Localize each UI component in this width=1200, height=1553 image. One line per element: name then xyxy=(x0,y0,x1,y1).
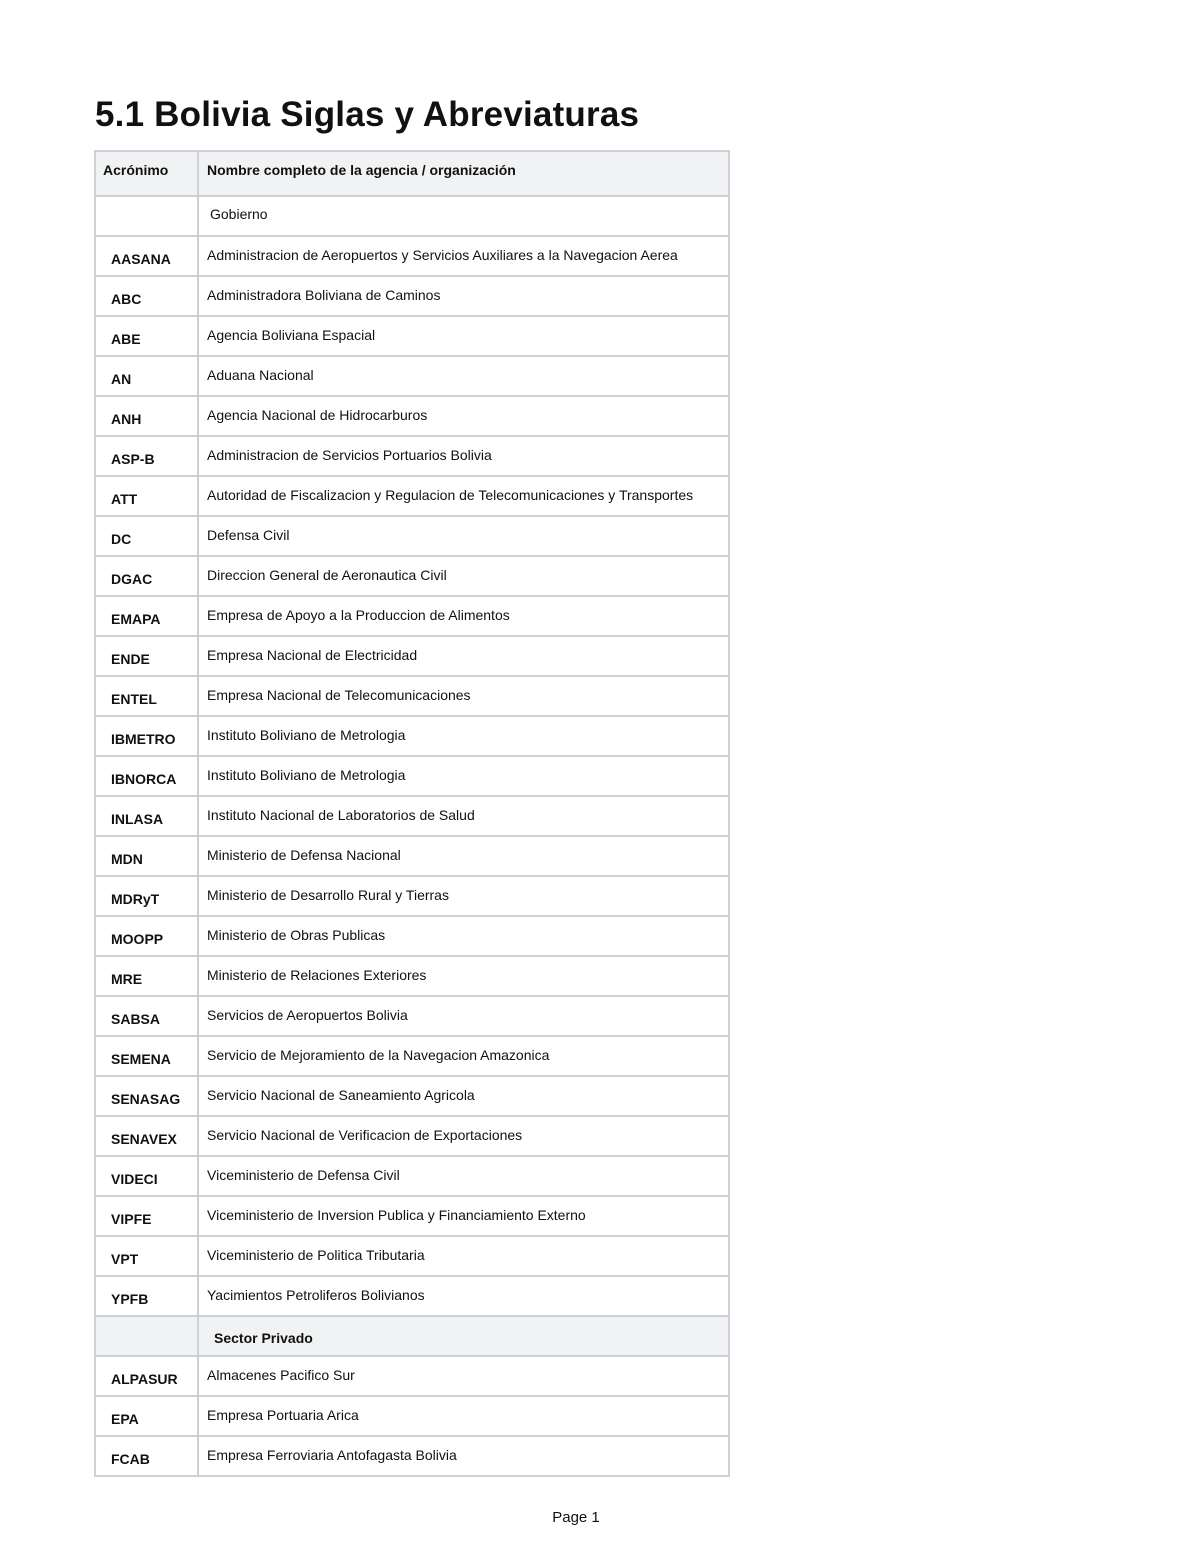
table-row xyxy=(95,1276,729,1316)
table-row xyxy=(95,876,729,916)
acronym-cell: MOOPP xyxy=(95,916,198,956)
full-name-cell: Ministerio de Defensa Nacional xyxy=(198,836,729,876)
table-row xyxy=(95,396,729,436)
full-name-cell: Administracion de Aeropuertos y Servicios Auxiliares a la Navegacion Aerea xyxy=(198,236,729,276)
table-body xyxy=(95,196,729,1476)
table-row xyxy=(95,1356,729,1396)
table-row xyxy=(95,236,729,276)
full-name-cell: Ministerio de Obras Publicas xyxy=(198,916,729,956)
section-row-government xyxy=(95,196,729,236)
table-row xyxy=(95,356,729,396)
acronym-cell: ABC xyxy=(95,276,198,316)
header-full-name: Nombre completo de la agencia / organización xyxy=(198,151,729,196)
table-row xyxy=(95,276,729,316)
acronym-cell: VIDECI xyxy=(95,1156,198,1196)
table-row xyxy=(95,1156,729,1196)
table-row xyxy=(95,796,729,836)
acronym-cell: DC xyxy=(95,516,198,556)
full-name-cell: Agencia Boliviana Espacial xyxy=(198,316,729,356)
full-name-cell: Aduana Nacional xyxy=(198,356,729,396)
full-name-cell: Ministerio de Desarrollo Rural y Tierras xyxy=(198,876,729,916)
acronym-cell: EPA xyxy=(95,1396,198,1436)
table-row xyxy=(95,836,729,876)
acronym-cell: ENDE xyxy=(95,636,198,676)
section-row-private xyxy=(95,1316,729,1356)
section-label-government: Gobierno xyxy=(198,196,729,236)
abbreviations-table xyxy=(94,150,730,1477)
table-row xyxy=(95,1236,729,1276)
table-row xyxy=(95,596,729,636)
acronym-cell: EMAPA xyxy=(95,596,198,636)
full-name-cell: Instituto Boliviano de Metrologia xyxy=(198,756,729,796)
full-name-cell: Empresa Nacional de Telecomunicaciones xyxy=(198,676,729,716)
table-row xyxy=(95,1196,729,1236)
table-row xyxy=(95,916,729,956)
acronym-cell: AN xyxy=(95,356,198,396)
acronym-cell: FCAB xyxy=(95,1436,198,1476)
acronym-cell: ALPASUR xyxy=(95,1356,198,1396)
table-row xyxy=(95,476,729,516)
table-row xyxy=(95,316,729,356)
acronym-cell: MDRyT xyxy=(95,876,198,916)
table-header-row xyxy=(95,151,729,196)
full-name-cell: Administradora Boliviana de Caminos xyxy=(198,276,729,316)
full-name-cell: Instituto Nacional de Laboratorios de Salud xyxy=(198,796,729,836)
table-row xyxy=(95,956,729,996)
table-row xyxy=(95,716,729,756)
header-acronym: Acrónimo xyxy=(95,151,198,196)
full-name-cell: Yacimientos Petroliferos Bolivianos xyxy=(198,1276,729,1316)
table-row xyxy=(95,756,729,796)
table-row xyxy=(95,436,729,476)
full-name-cell: Administracion de Servicios Portuarios Bolivia xyxy=(198,436,729,476)
acronym-cell: SENAVEX xyxy=(95,1116,198,1156)
full-name-cell: Viceministerio de Defensa Civil xyxy=(198,1156,729,1196)
acronym-cell: AASANA xyxy=(95,236,198,276)
full-name-cell: Servicios de Aeropuertos Bolivia xyxy=(198,996,729,1036)
full-name-cell: Servicio de Mejoramiento de la Navegacion Amazonica xyxy=(198,1036,729,1076)
acronym-cell: ENTEL xyxy=(95,676,198,716)
acronym-cell: DGAC xyxy=(95,556,198,596)
full-name-cell: Instituto Boliviano de Metrologia xyxy=(198,716,729,756)
acronym-cell: YPFB xyxy=(95,1276,198,1316)
full-name-cell: Ministerio de Relaciones Exteriores xyxy=(198,956,729,996)
acronym-cell: INLASA xyxy=(95,796,198,836)
acronym-cell: VIPFE xyxy=(95,1196,198,1236)
full-name-cell: Defensa Civil xyxy=(198,516,729,556)
table-row xyxy=(95,996,729,1036)
full-name-cell: Empresa Nacional de Electricidad xyxy=(198,636,729,676)
page-title: 5.1 Bolivia Siglas y Abreviaturas xyxy=(95,95,640,134)
full-name-cell: Empresa Portuaria Arica xyxy=(198,1396,729,1436)
section-acronym-empty xyxy=(95,196,198,236)
full-name-cell: Direccion General de Aeronautica Civil xyxy=(198,556,729,596)
acronym-cell: ASP-B xyxy=(95,436,198,476)
acronym-cell: MDN xyxy=(95,836,198,876)
table-row xyxy=(95,1036,729,1076)
acronym-cell: SENASAG xyxy=(95,1076,198,1116)
table-row xyxy=(95,636,729,676)
acronym-cell: VPT xyxy=(95,1236,198,1276)
full-name-cell: Empresa Ferroviaria Antofagasta Bolivia xyxy=(198,1436,729,1476)
full-name-cell: Viceministerio de Politica Tributaria xyxy=(198,1236,729,1276)
full-name-cell: Servicio Nacional de Saneamiento Agricola xyxy=(198,1076,729,1116)
acronym-cell: ANH xyxy=(95,396,198,436)
acronym-cell: IBMETRO xyxy=(95,716,198,756)
table-row xyxy=(95,556,729,596)
full-name-cell: Almacenes Pacifico Sur xyxy=(198,1356,729,1396)
section-label-private: Sector Privado xyxy=(198,1316,729,1356)
table-row xyxy=(95,516,729,556)
table-row xyxy=(95,1436,729,1476)
acronym-cell: MRE xyxy=(95,956,198,996)
table-row xyxy=(95,676,729,716)
full-name-cell: Empresa de Apoyo a la Produccion de Alimentos xyxy=(198,596,729,636)
page-number: Page 1 xyxy=(552,1509,600,1526)
table-row xyxy=(95,1076,729,1116)
full-name-cell: Autoridad de Fiscalizacion y Regulacion de Telecomunicaciones y Transportes xyxy=(198,476,729,516)
full-name-cell: Viceministerio de Inversion Publica y Financiamiento Externo xyxy=(198,1196,729,1236)
acronym-cell: ABE xyxy=(95,316,198,356)
full-name-cell: Servicio Nacional de Verificacion de Exportaciones xyxy=(198,1116,729,1156)
table-row xyxy=(95,1396,729,1436)
acronym-cell: ATT xyxy=(95,476,198,516)
full-name-cell: Agencia Nacional de Hidrocarburos xyxy=(198,396,729,436)
acronym-cell: SEMENA xyxy=(95,1036,198,1076)
acronym-cell: IBNORCA xyxy=(95,756,198,796)
table-row xyxy=(95,1116,729,1156)
section-acronym-empty xyxy=(95,1316,198,1356)
acronym-cell: SABSA xyxy=(95,996,198,1036)
